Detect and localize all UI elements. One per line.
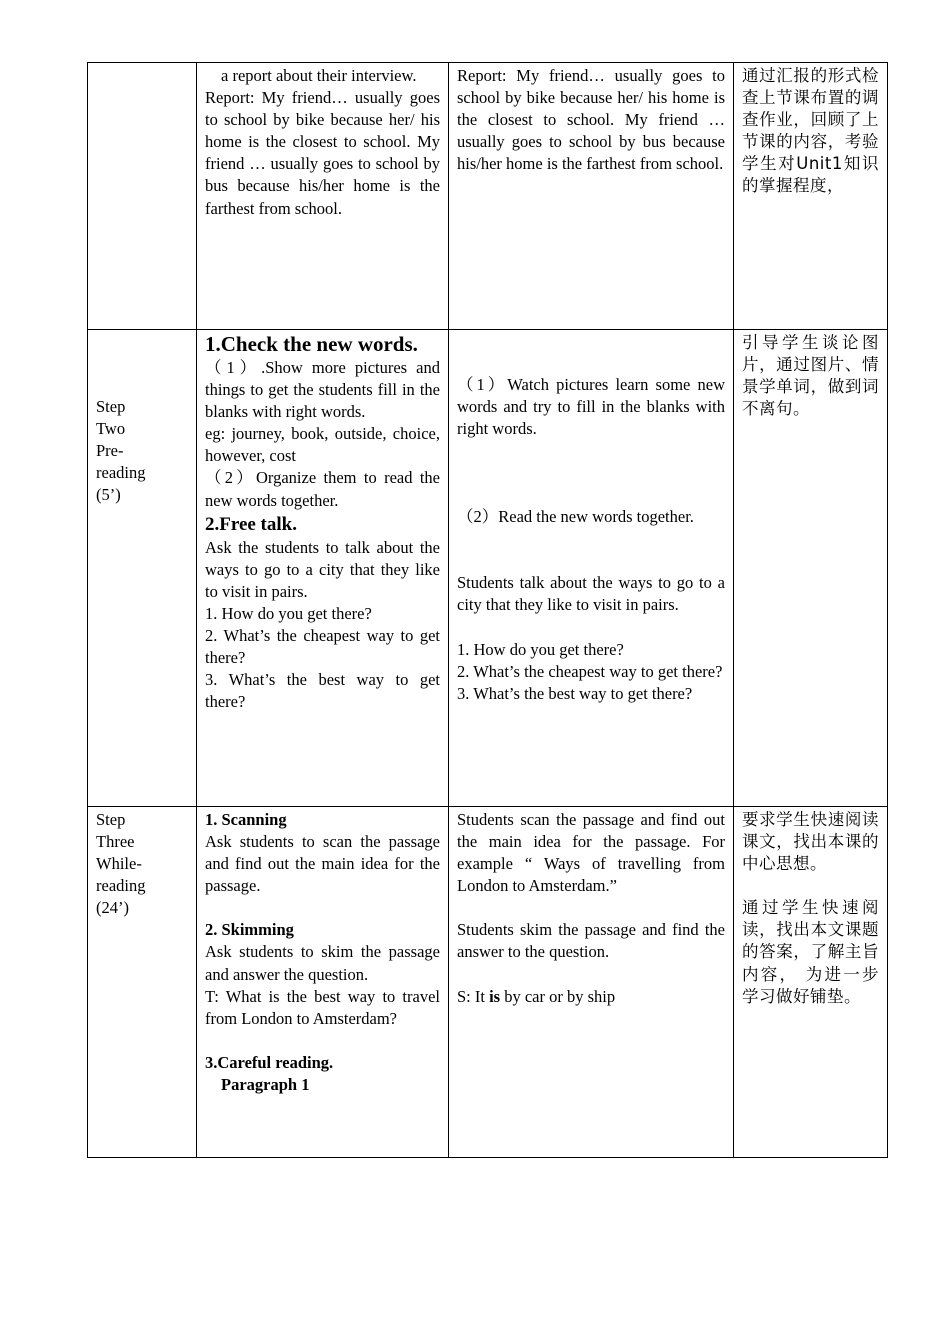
step-cell xyxy=(88,330,197,807)
student-text: Students scan the passage and find out the main idea for the passage. For example “ Ways of travelling from London to Amsterdam.” xyxy=(457,810,725,896)
question: 3. What’s the best way to get there? xyxy=(205,670,440,712)
purpose-cell xyxy=(734,807,888,1158)
teacher-text: Ask students to skim the passage and answer the question. xyxy=(205,942,440,984)
teacher-text: Ask the students to talk about the ways to go to a city that they like to visit in pairs. xyxy=(205,537,440,601)
teacher-text: T: What is the best way to travel from London to Amsterdam? xyxy=(205,986,440,1028)
question: 2. What’s the cheapest way to get there? xyxy=(205,626,440,668)
student-text: （2）Read the new words together. xyxy=(457,507,694,527)
student-text: Students talk about the ways to go to a city that they like to visit in pairs. xyxy=(457,573,725,615)
question: 3. What’s the best way to get there? xyxy=(457,683,693,703)
student-activity-cell: Report: My friend… usually goes to school by bike because her/ his home is the closest to school. My friend … usually goes to school by bus because his/her home is the farthest from school. xyxy=(449,63,734,330)
purpose-cell: 引导学生谈论图片，通过图片、情景学单词，做到词不离句。 xyxy=(734,330,888,807)
teacher-text: （2）Organize them to read the new words together. xyxy=(205,468,440,510)
section-heading: 1.Check the new words. xyxy=(205,332,418,356)
section-heading: 2.Free talk. xyxy=(205,513,297,535)
table-row xyxy=(88,807,888,1158)
step-label: Step Three While-reading (24’) xyxy=(96,810,146,918)
teacher-text: Report: My friend… usually goes to school by bike because her/ his home is the closest to school. My friend … usually goes to school by bus because his/her home is the farthest from school. xyxy=(205,88,440,218)
student-answer: S: It is by car or by ship xyxy=(457,986,616,1006)
step-cell xyxy=(88,807,197,1158)
student-text: Students skim the passage and find the answer to the question. xyxy=(457,920,725,962)
lesson-plan-table xyxy=(87,62,888,1158)
teacher-activity-cell xyxy=(197,807,449,1158)
student-text: （1）Watch pictures learn some new words and try to fill in the blanks with right words. xyxy=(457,375,725,439)
section-heading: 1. Scanning xyxy=(205,810,287,829)
teacher-text: a report about their interview. xyxy=(221,66,417,85)
student-activity-cell xyxy=(449,330,734,807)
teacher-activity-cell xyxy=(197,330,449,807)
purpose-text: 要求学生快速阅读课文，找出本课的中心思想。 xyxy=(742,810,879,874)
question: 1. How do you get there? xyxy=(457,639,624,659)
teacher-text: eg: journey, book, outside, choice, however, cost xyxy=(205,424,440,466)
teacher-text: Ask students to scan the passage and find out the main idea for the passage. xyxy=(205,832,440,896)
teacher-text: （1）.Show more pictures and things to get the students fill in the blanks with right words. xyxy=(205,358,440,422)
table-row xyxy=(88,330,888,807)
section-subheading: Paragraph 1 xyxy=(221,1074,310,1094)
question: 1. How do you get there? xyxy=(205,603,372,623)
teacher-activity-cell xyxy=(197,63,449,330)
purpose-cell: 通过汇报的形式检查上节课布置的调查作业，回顾了上节课的内容，考验学生对Unit1知识的掌握程度， xyxy=(734,63,888,330)
student-activity-cell xyxy=(449,807,734,1158)
step-label: Step Two Pre-reading (5’) xyxy=(96,397,146,505)
step-cell xyxy=(88,63,197,330)
section-heading: 3.Careful reading. xyxy=(205,1052,334,1072)
section-heading: 2. Skimming xyxy=(205,920,294,940)
question: 2. What’s the cheapest way to get there? xyxy=(457,661,723,681)
purpose-text: 通过学生快速阅读，找出本文课题的答案，了解主旨内容， 为进一步学习做好铺垫。 xyxy=(742,898,879,1006)
table-row xyxy=(88,63,888,330)
